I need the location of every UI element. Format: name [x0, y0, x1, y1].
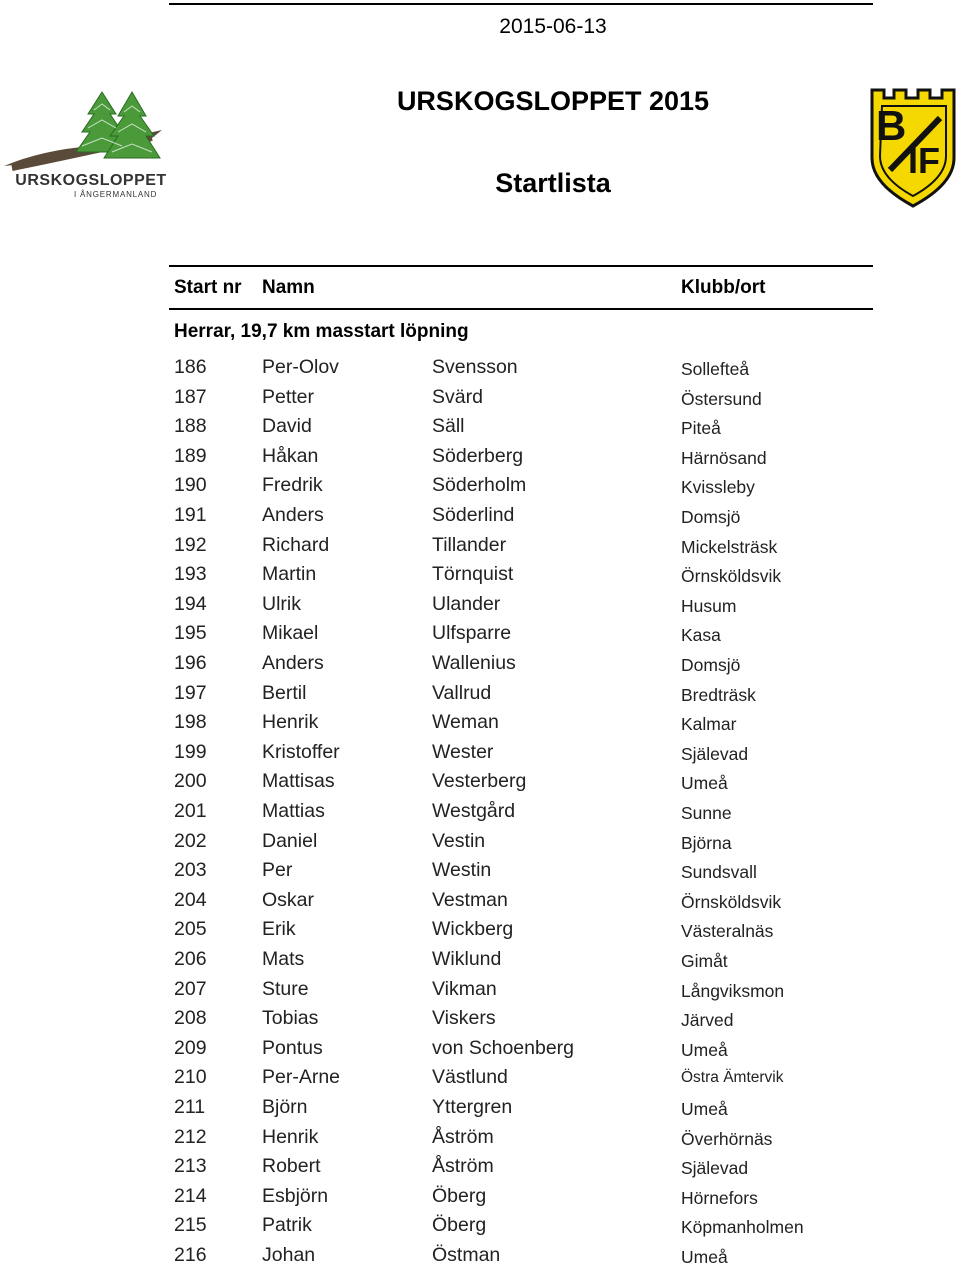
- start-number: 216: [174, 1244, 207, 1266]
- table-row: [0, 1066, 960, 1096]
- start-number: 202: [174, 829, 207, 852]
- club-name: Kvissleby: [681, 477, 755, 498]
- start-number: 201: [174, 800, 207, 822]
- club-name: Östra Ämtervik: [681, 1069, 784, 1087]
- last-name: Västlund: [432, 1066, 508, 1089]
- start-number: 186: [174, 356, 207, 378]
- start-number: 204: [174, 888, 207, 911]
- start-number: 193: [174, 563, 207, 586]
- logo-letter-b: B: [876, 102, 907, 149]
- table-row: [0, 415, 960, 445]
- last-name: Ulfsparre: [432, 622, 512, 645]
- first-name: Oskar: [262, 888, 315, 911]
- club-name: Husum: [681, 595, 737, 616]
- club-name: Kalmar: [681, 714, 737, 735]
- first-name: Anders: [262, 504, 324, 526]
- urskogsloppet-logo: [2, 88, 180, 204]
- header-bottom-rule: [169, 308, 873, 310]
- first-name: Johan: [262, 1244, 316, 1266]
- table-row: [0, 918, 960, 948]
- first-name: Robert: [262, 1155, 321, 1178]
- club-name: Sundsvall: [681, 862, 757, 883]
- last-name: Yttergren: [432, 1096, 513, 1118]
- club-name: Mickelsträsk: [681, 536, 778, 557]
- last-name: Åström: [432, 1125, 494, 1148]
- start-number: 206: [174, 948, 207, 970]
- table-row: [0, 1126, 960, 1156]
- club-name: Kasa: [681, 625, 721, 646]
- last-name: Vestin: [432, 829, 486, 852]
- first-name: Fredrik: [262, 474, 323, 497]
- table-row: [0, 711, 960, 741]
- table-row: [0, 356, 960, 386]
- table-row: [0, 622, 960, 652]
- start-number: 187: [174, 385, 207, 408]
- start-number: 198: [174, 711, 207, 734]
- table-row: [0, 504, 960, 534]
- table-row: [0, 948, 960, 978]
- first-name: Bertil: [262, 681, 307, 704]
- table-row: [0, 1007, 960, 1037]
- bif-club-logo: [870, 88, 956, 208]
- start-number: 210: [174, 1066, 207, 1089]
- last-name: Vesterberg: [432, 770, 527, 793]
- club-name: Örnsköldsvik: [681, 566, 782, 587]
- table-row: [0, 652, 960, 682]
- last-name: Weman: [432, 711, 499, 734]
- start-number: 203: [174, 859, 207, 882]
- last-name: Wester: [432, 740, 494, 763]
- first-name: Björn: [262, 1096, 308, 1118]
- first-name: Tobias: [262, 1007, 319, 1030]
- last-name: Svärd: [432, 385, 483, 408]
- last-name: Wallenius: [432, 652, 516, 674]
- start-number: 197: [174, 681, 207, 704]
- column-header-name: Namn: [262, 277, 315, 298]
- start-number: 196: [174, 652, 207, 674]
- last-name: Tillander: [432, 533, 507, 556]
- club-name: Västeralnäs: [681, 921, 774, 942]
- start-number: 213: [174, 1155, 207, 1178]
- start-number: 212: [174, 1125, 207, 1148]
- last-name: Wiklund: [432, 948, 502, 970]
- first-name: Mattisas: [262, 770, 335, 793]
- first-name: Mattias: [262, 800, 325, 822]
- table-row: [0, 830, 960, 860]
- section-heading: Herrar, 19,7 km masstart löpning: [174, 321, 469, 342]
- club-name: Själevad: [681, 743, 749, 764]
- first-name: Martin: [262, 563, 317, 586]
- table-row: [0, 474, 960, 504]
- table-row: [0, 770, 960, 800]
- club-name: Härnösand: [681, 447, 767, 468]
- first-name: Håkan: [262, 444, 319, 467]
- last-name: Westin: [432, 859, 492, 882]
- last-name: Vikman: [432, 977, 497, 1000]
- first-name: Henrik: [262, 711, 319, 734]
- club-name: Sunne: [681, 803, 732, 823]
- start-number: 199: [174, 740, 207, 763]
- club-name: Piteå: [681, 418, 721, 439]
- table-row: [0, 682, 960, 712]
- table-row: [0, 1185, 960, 1215]
- start-number: 215: [174, 1214, 207, 1237]
- logo-wordmark: URSKOGSLOPPET: [15, 172, 167, 189]
- start-number: 208: [174, 1007, 207, 1030]
- start-number: 211: [174, 1096, 206, 1118]
- start-number: 207: [174, 977, 207, 1000]
- club-name: Östersund: [681, 388, 762, 409]
- first-name: Mikael: [262, 622, 319, 645]
- last-name: Törnquist: [432, 563, 514, 586]
- first-name: Sture: [262, 977, 309, 1000]
- start-number: 200: [174, 770, 207, 793]
- club-name: Själevad: [681, 1158, 749, 1179]
- start-number: 195: [174, 622, 207, 645]
- column-header-start-nr: Start nr: [174, 277, 242, 298]
- table-row: [0, 741, 960, 771]
- last-name: von Schoenberg: [432, 1036, 575, 1059]
- start-number: 194: [174, 592, 207, 615]
- last-name: Söderlind: [432, 504, 515, 526]
- club-name: Umeå: [681, 1039, 728, 1060]
- club-name: Umeå: [681, 1099, 728, 1119]
- table-row: [0, 1037, 960, 1067]
- start-number: 192: [174, 533, 207, 556]
- table-row: [0, 889, 960, 919]
- last-name: Östman: [432, 1244, 501, 1266]
- club-name: Umeå: [681, 773, 728, 794]
- first-name: Petter: [262, 385, 315, 408]
- club-name: Bredträsk: [681, 684, 756, 705]
- club-name: Sollefteå: [681, 359, 750, 379]
- last-name: Åström: [432, 1155, 494, 1178]
- page-subtitle: Startlista: [495, 168, 611, 198]
- last-name: Säll: [432, 415, 465, 438]
- club-name: Överhörnäs: [681, 1128, 773, 1149]
- table-row: [0, 386, 960, 416]
- club-name: Långviksmon: [681, 980, 785, 1001]
- start-number: 188: [174, 415, 207, 438]
- table-row: [0, 593, 960, 623]
- club-name: Björna: [681, 832, 732, 853]
- first-name: Esbjörn: [262, 1184, 329, 1207]
- table-row: [0, 1155, 960, 1185]
- first-name: Henrik: [262, 1125, 319, 1148]
- table-row: [0, 800, 960, 830]
- first-name: Kristoffer: [262, 740, 340, 763]
- last-name: Söderberg: [432, 444, 524, 467]
- last-name: Söderholm: [432, 474, 527, 497]
- table-row: [0, 859, 960, 889]
- table-row: [0, 1244, 960, 1274]
- last-name: Öberg: [432, 1214, 487, 1237]
- last-name: Ulander: [432, 592, 501, 615]
- tree-logo-icon: [2, 88, 180, 178]
- first-name: Mats: [262, 948, 305, 970]
- last-name: Vallrud: [432, 681, 492, 704]
- document-date: 2015-06-13: [499, 15, 607, 38]
- first-name: Per-Arne: [262, 1066, 341, 1089]
- header-top-rule: [169, 265, 873, 267]
- club-name: Domsjö: [681, 655, 741, 675]
- page-title: URSKOGSLOPPET 2015: [396, 86, 710, 116]
- table-row: [0, 978, 960, 1008]
- first-name: Daniel: [262, 829, 318, 852]
- start-number: 209: [174, 1036, 207, 1059]
- start-number: 190: [174, 474, 207, 497]
- club-name: Järved: [681, 1010, 734, 1031]
- club-name: Hörnefors: [681, 1187, 758, 1208]
- logo-subtext: I ÅNGERMANLAND: [74, 190, 158, 199]
- first-name: Anders: [262, 652, 324, 674]
- first-name: Erik: [262, 918, 296, 941]
- last-name: Vestman: [432, 888, 508, 911]
- last-name: Wickberg: [432, 918, 514, 941]
- last-name: Öberg: [432, 1184, 487, 1207]
- club-name: Domsjö: [681, 507, 741, 527]
- first-name: Per-Olov: [262, 356, 339, 378]
- club-name: Köpmanholmen: [681, 1217, 804, 1238]
- first-name: Richard: [262, 533, 330, 556]
- table-row: [0, 563, 960, 593]
- start-number: 189: [174, 444, 207, 467]
- first-name: Patrik: [262, 1214, 312, 1237]
- first-name: Ulrik: [262, 592, 301, 615]
- club-name: Umeå: [681, 1247, 728, 1267]
- club-name: Gimåt: [681, 951, 728, 971]
- start-number: 205: [174, 918, 207, 941]
- column-header-club: Klubb/ort: [681, 277, 766, 298]
- first-name: Pontus: [262, 1036, 323, 1059]
- logo-letters-if: IF: [908, 140, 940, 181]
- first-name: David: [262, 415, 312, 438]
- first-name: Per: [262, 859, 293, 882]
- start-number: 214: [174, 1184, 207, 1207]
- table-row: [0, 1096, 960, 1126]
- table-row: [0, 534, 960, 564]
- table-row: [0, 445, 960, 475]
- top-rule: [169, 3, 873, 5]
- last-name: Svensson: [432, 356, 518, 378]
- club-name: Örnsköldsvik: [681, 891, 782, 912]
- table-row: [0, 1214, 960, 1244]
- start-number: 191: [174, 504, 207, 526]
- last-name: Viskers: [432, 1007, 496, 1030]
- last-name: Westgård: [432, 800, 516, 822]
